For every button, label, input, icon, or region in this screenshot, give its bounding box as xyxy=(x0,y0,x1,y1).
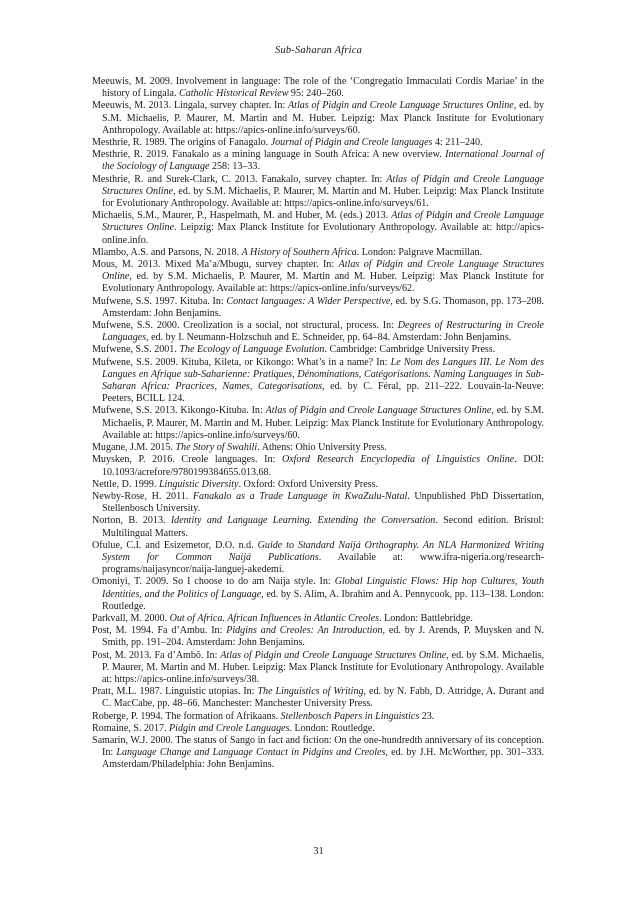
reference-title: Atlas of Pidgin and Creole Language Structures Online xyxy=(220,649,447,661)
reference-text: 258: 13–33. xyxy=(209,161,260,173)
reference-title: Fanakalo as a Trade Language in KwaZulu-Natal xyxy=(192,490,408,502)
reference-text: , ed. by J.H. McWorther, pp. 301–333. Amsterdam/Philadelphia: John Benjamins. xyxy=(102,747,544,771)
reference-text: Nettle, D. 1999. xyxy=(92,478,159,490)
reference-entry xyxy=(92,174,544,211)
reference-text: , ed. by C. Féral, pp. 211–222. Louvain-la-Neuve: Peeters, BCILL 124. xyxy=(102,381,544,405)
reference-text: Post, M. 2013. Fa d’Ambô. In: xyxy=(92,649,221,661)
reference-text: Mufwene, S.S. 1997. Kituba. In: xyxy=(92,295,227,307)
reference-text: . Leipzig: Max Planck Institute for Evolutionary Anthropology. Available at: http://apics-online.info. xyxy=(102,222,544,246)
reference-text: , ed. by I. Neumann-Holzschuh and E. Schneider, pp. 64–84. Amsterdam: John Benjamins. xyxy=(146,332,512,344)
reference-text: Mlambo, A.S. and Parsons, N. 2018. xyxy=(92,246,242,258)
reference-text: Mesthrie, R. 1989. The origins of Fanagalo. xyxy=(92,137,271,149)
reference-entry xyxy=(92,735,544,772)
reference-title: International Journal of the Sociology of Language xyxy=(102,149,544,173)
reference-text: . Athens: Ohio University Press. xyxy=(257,442,387,454)
reference-title: Out of Africa. African Influences in Atlantic Creoles xyxy=(169,612,380,624)
reference-title: Pidgins and Creoles: An Introduction xyxy=(226,625,383,637)
reference-entry xyxy=(92,515,544,539)
reference-text: Mugane, J.M. 2015. xyxy=(92,442,176,454)
reference-text: . London: Battlebridge. xyxy=(379,612,473,624)
reference-text: , ed. by S.M. Michaelis, P. Maurer, M. Martin and M. Huber. Leipzig: Max Planck Institute for Evolutionary Anthropology. Available at: https://apics-online.info/surveys/60. xyxy=(102,405,544,441)
reference-text: Mous, M. 2013. Mixed Ma’a/Mbugu, survey chapter. In: xyxy=(92,259,339,271)
reference-text: Newby-Rose, H. 2011. xyxy=(92,490,193,502)
reference-list xyxy=(92,76,544,772)
reference-entry xyxy=(92,479,544,491)
reference-text: Ofulue, C.I. and Esizemetor, D.O. n.d. xyxy=(92,539,258,551)
reference-title: Oxford Research Encyclopedia of Linguistics Online xyxy=(281,454,515,466)
reference-text: , ed. by S.M. Michaelis, P. Maurer, M. Martin and M. Huber. Leipzig: Max Planck Institute for Evolutionary Anthropology. Available at: https://apics-online.info/surveys/38. xyxy=(102,649,545,685)
reference-title: Guide to Standard Naijá Orthography. An NLA Harmonized Writing System for Common Naijá Publications xyxy=(102,539,544,563)
reference-entry xyxy=(92,625,544,649)
reference-text: Mesthrie, R. 2019. Fanakalo as a mining language in South Africa: A new overview. xyxy=(92,149,446,161)
reference-text: . DOI: 10.1093/acrefore/9780199384655.013.68. xyxy=(102,454,545,478)
reference-title: Contact languages: A Wider Perspective xyxy=(226,295,391,307)
reference-entry xyxy=(92,613,544,625)
reference-text: Norton, B. 2013. xyxy=(92,515,171,527)
reference-entry xyxy=(92,454,544,478)
reference-title: Atlas of Pidgin and Creole Language Structures Online xyxy=(102,259,544,283)
reference-entry xyxy=(92,491,544,515)
reference-text: , ed. by S.M. Michaelis, P. Maurer, M. Martin and M. Huber. Leipzig: Max Planck Institute for Evolutionary Anthropology. Available at: https://apics-online.info/surveys/61. xyxy=(102,185,544,210)
reference-title: Degrees of Restructuring in Creole Languages xyxy=(102,320,544,344)
reference-title: Language Change and Language Contact in Pidgins and Creoles xyxy=(116,747,386,759)
reference-text: Parkvall, M. 2000. xyxy=(92,612,170,624)
reference-entry xyxy=(92,247,544,259)
reference-title: Catholic Historical Review xyxy=(179,88,289,100)
reference-title: Linguistic Diversity xyxy=(158,478,239,490)
reference-title: A History of Southern Africa xyxy=(241,246,357,258)
reference-text: Mufwene, S.S. 2000. Creolization is a social, not structural, process. In: xyxy=(92,320,398,332)
running-head: Sub-Saharan Africa xyxy=(274,45,363,56)
page-number: 31 xyxy=(313,846,324,857)
reference-text: Meeuwis, M. 2013. Lingala, survey chapter. In: xyxy=(92,100,289,112)
reference-entry xyxy=(92,723,544,735)
reference-text: . London: Palgrave Macmillan. xyxy=(356,246,483,258)
reference-text: , ed. by S.G. Thomason, pp. 173–208. Amsterdam: John Benjamins. xyxy=(102,295,544,319)
reference-entry xyxy=(92,576,544,613)
reference-text: Muysken, P. 2016. Creole languages. In: xyxy=(92,454,282,466)
reference-text: Samarin, W.J. 2000. The status of Sango in fact and fiction: On the one-hundredth anniversary of its conception. In: xyxy=(92,734,544,759)
reference-text: . Unpublished PhD Dissertation, Stellenbosch University. xyxy=(102,490,545,515)
reference-title: Global Linguistic Flows: Hip hop Cultures, Youth Identities, and the Politics of Language xyxy=(102,576,544,600)
reference-text: Mufwene, S.S. 2013. Kikongo-Kituba. In: xyxy=(92,405,266,417)
reference-text: . Cambridge: Cambridge University Press. xyxy=(324,344,496,356)
reference-entry xyxy=(92,259,544,296)
reference-entry xyxy=(92,320,544,344)
reference-entry xyxy=(92,405,544,442)
reference-entry xyxy=(92,149,544,173)
reference-entry xyxy=(92,76,544,100)
reference-text: 4: 211–240. xyxy=(432,137,483,149)
reference-entry xyxy=(92,442,544,454)
reference-text: , ed. by S. Alim, A. Ibrahim and A. Pennycook, pp. 113–138. London: Routledge. xyxy=(102,588,544,612)
reference-text: 23. xyxy=(419,710,435,722)
reference-title: The Story of Swahili xyxy=(175,442,258,454)
reference-text: 95: 240–260. xyxy=(288,88,344,100)
reference-entry xyxy=(92,100,544,137)
reference-entry xyxy=(92,540,544,577)
reference-title: Atlas of Pidgin and Creole Language Structures Online xyxy=(102,210,544,234)
reference-text: Mesthrie, R. and Surek-Clark, C. 2013. Fanakalo, survey chapter. In: xyxy=(92,173,387,185)
reference-entry xyxy=(92,686,544,710)
reference-text: Roberge, P. 1994. The formation of Afrikaans. xyxy=(92,710,281,722)
reference-text: Romaine, S. 2017. xyxy=(92,722,170,734)
reference-title: The Linguistics of Writing xyxy=(257,686,364,698)
reference-entry xyxy=(92,650,544,687)
reference-text: . Available at: www.ifra-nigeria.org/research-programs/naijasyncor/naija-languej-akedemi. xyxy=(102,551,544,576)
reference-entry xyxy=(92,296,544,320)
reference-text: , ed. by S.M. Michaelis, P. Maurer, M. Martin and M. Huber. Leipzig: Max Planck Institute for Evolutionary Anthropology. Available at: https://apics-online.info/surveys/62. xyxy=(102,271,544,295)
reference-title: Pidgin and Creole Languages xyxy=(169,722,290,734)
reference-title: Stellenbosch Papers in Linguistics xyxy=(280,710,420,722)
reference-text: . Oxford: Oxford University Press. xyxy=(238,478,379,490)
reference-text: . London: Routledge. xyxy=(289,722,375,734)
reference-text: Post, M. 1994. Fa d’Ambu. In: xyxy=(92,625,227,637)
reference-text: Mufwene, S.S. 2009. Kituba, Kileta, or Kikongo: What’s in a name? In: xyxy=(92,356,391,368)
reference-title: Atlas of Pidgin and Creole Language Structures Online xyxy=(102,173,544,197)
reference-title: Atlas of Pidgin and Creole Language Structures Online xyxy=(265,405,492,417)
reference-text: , ed. by S.M. Michaelis, P. Maurer, M. Martin and M. Huber. Leipzig: Max Planck Institute for Evolutionary Anthropology. Available at: https://apics-online.info/surveys/60. xyxy=(102,100,545,136)
reference-text: , ed. by N. Fabb, D. Attridge, A. Durant and C. MacCabe, pp. 48–66. Manchester: Manchester University Press. xyxy=(102,686,544,710)
reference-text: . Second edition. Bristol: Multilingual Matters. xyxy=(102,515,545,539)
reference-text: , ed. by J. Arends, P. Muysken and N. Smith, pp. 191–204. Amsterdam: John Benjamins. xyxy=(102,625,544,649)
reference-title: Journal of Pidgin and Creole languages xyxy=(270,137,433,149)
reference-entry xyxy=(92,137,544,149)
reference-title: Identity and Language Learning. Extending the Conversation xyxy=(170,515,436,527)
reference-text: Meeuwis, M. 2009. Involvement in language: The role of the ‘Congregatio Immaculati Cordis Mariae’ in the history of Lingala. xyxy=(92,76,544,100)
reference-text: Omoniyi, T. 2009. So I choose to do am Naija style. In: xyxy=(92,576,335,588)
reference-text: Michaelis, S.M., Maurer, P., Haspelmath, M. and Huber, M. (eds.) 2013. xyxy=(92,210,392,222)
reference-title: Le Nom des Langues III. Le Nom des Langues en Afrique sub-Saharienne: Pratiques, Dénominations, Catégorisations. Naming Languages in Sub-Saharan Africa: Pracrices, Names, Categorisations xyxy=(102,356,544,393)
reference-text: Pratt, M.L. 1987. Linguistic utopias. In: xyxy=(92,686,258,698)
reference-title: The Ecology of Language Evolution xyxy=(179,344,325,356)
reference-entry xyxy=(92,711,544,723)
reference-text: Mufwene, S.S. 2001. xyxy=(92,344,180,356)
reference-title: Atlas of Pidgin and Creole Language Structures Online xyxy=(288,100,514,112)
reference-entry xyxy=(92,210,544,247)
reference-entry xyxy=(92,344,544,356)
reference-entry xyxy=(92,357,544,406)
